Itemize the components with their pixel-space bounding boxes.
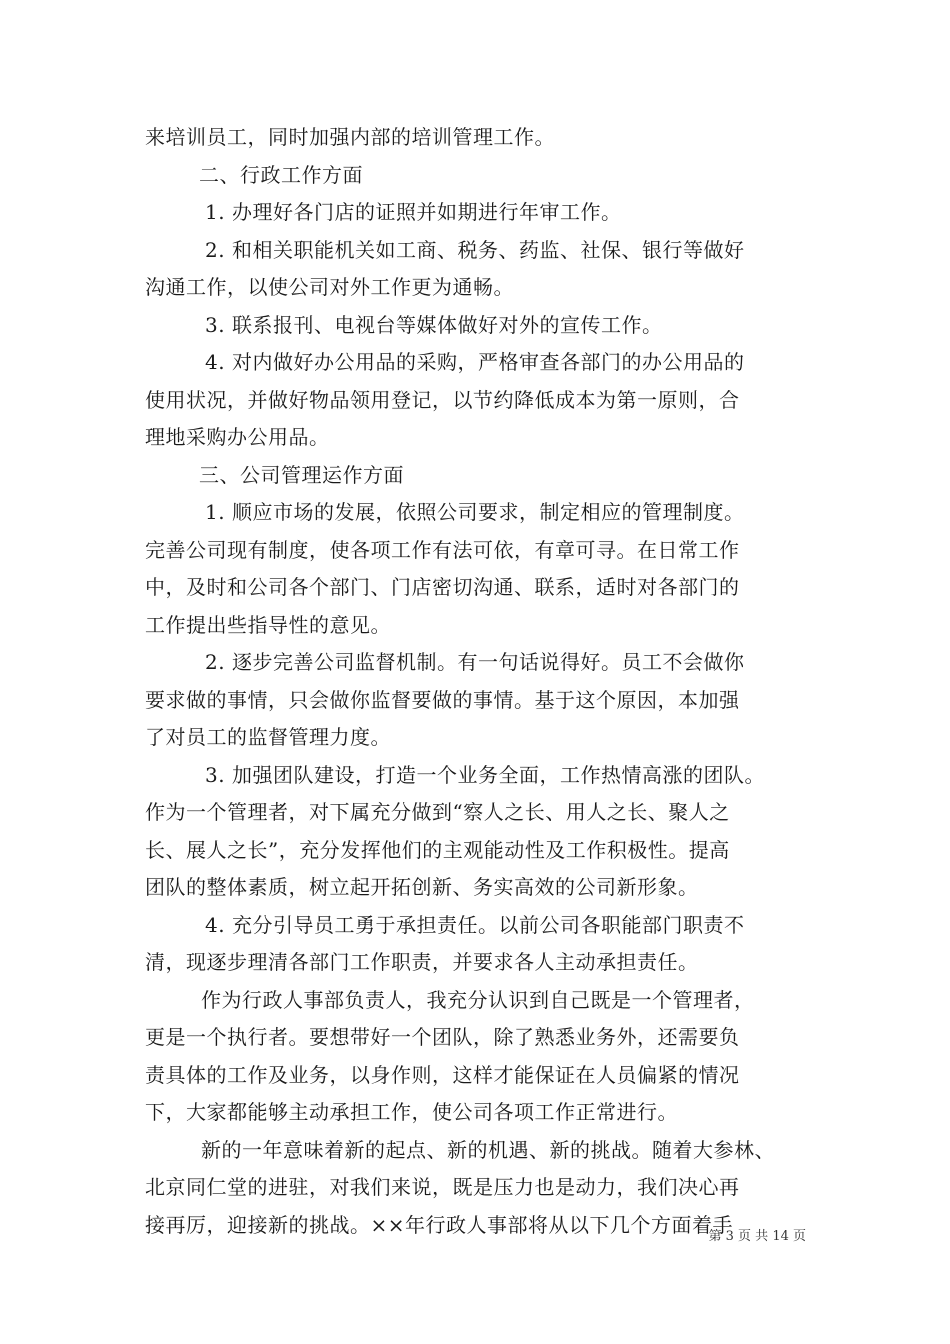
text-line: 下，大家都能够主动承担工作，使公司各项工作正常进行。 xyxy=(145,1100,678,1124)
text-line: 团队的整体素质，树立起开拓创新、务实高效的公司新形象。 xyxy=(145,875,699,899)
text-line: 使用状况，并做好物品领用登记，以节约降低成本为第一原则，合 xyxy=(145,387,740,412)
page-number-footer: 第 3 页 共 14 页 xyxy=(708,1229,806,1244)
list-item: 4. 充分引导员工勇于承担责任。以前公司各职能部门职责不 xyxy=(205,912,745,937)
text-line: 了对员工的监督管理力度。 xyxy=(145,725,391,749)
section-heading-management: 三、公司管理运作方面 xyxy=(199,462,404,487)
text-line: 接再厉，迎接新的挑战。××年行政人事部将从以下几个方面着手 xyxy=(145,1212,734,1237)
text-line: 清，现逐步理清各部门工作职责，并要求各人主动承担责任。 xyxy=(145,950,699,974)
text-line: 理地采购办公用品。 xyxy=(145,425,330,449)
text-line: 工作提出些指导性的意见。 xyxy=(145,612,391,637)
list-item: 4. 对内做好办公用品的采购，严格审查各部门的办公用品的 xyxy=(205,350,745,374)
section-heading-admin: 二、行政工作方面 xyxy=(199,162,363,187)
text-line: 北京同仁堂的进驻，对我们来说，既是压力也是动力，我们决心再 xyxy=(145,1175,740,1199)
document-body xyxy=(145,119,810,1244)
text-line: 更是一个执行者。要想带好一个团队，除了熟悉业务外，还需要负 xyxy=(145,1025,740,1049)
text-line: 责具体的工作及业务，以身作则，这样才能保证在人员偏紧的情况 xyxy=(145,1062,740,1087)
text-line: 要求做的事情，只会做你监督要做的事情。基于这个原因，本加强 xyxy=(145,687,740,712)
paragraph-start: 作为行政人事部负责人，我充分认识到自己既是一个管理者， xyxy=(201,987,755,1012)
list-item: 3. 联系报刊、电视台等媒体做好对外的宣传工作。 xyxy=(205,312,663,337)
list-item: 3. 加强团队建设，打造一个业务全面，工作热情高涨的团队。 xyxy=(205,762,765,787)
list-item: 1. 办理好各门店的证照并如期进行年审工作。 xyxy=(205,200,622,224)
list-item: 2. 逐步完善公司监督机制。有一句话说得好。员工不会做你 xyxy=(205,650,745,674)
list-item: 2. 和相关职能机关如工商、税务、药监、社保、银行等做好 xyxy=(205,237,745,262)
text-line: 长、展人之长”，充分发挥他们的主观能动性及工作积极性。提高 xyxy=(145,837,730,862)
text-line: 沟通工作，以使公司对外工作更为通畅。 xyxy=(145,275,514,299)
text-line: 中，及时和公司各个部门、门店密切沟通、联系，适时对各部门的 xyxy=(145,575,740,599)
list-item: 1. 顺应市场的发展，依照公司要求，制定相应的管理制度。 xyxy=(205,500,745,524)
text-line: 作为一个管理者，对下属充分做到“察人之长、用人之长、聚人之 xyxy=(145,800,730,824)
text-line: 来培训员工，同时加强内部的培训管理工作。 xyxy=(145,125,555,149)
paragraph-start: 新的一年意味着新的起点、新的机遇、新的挑战。随着大参林、 xyxy=(201,1137,775,1162)
text-line: 完善公司现有制度，使各项工作有法可依，有章可寻。在日常工作 xyxy=(145,537,740,562)
